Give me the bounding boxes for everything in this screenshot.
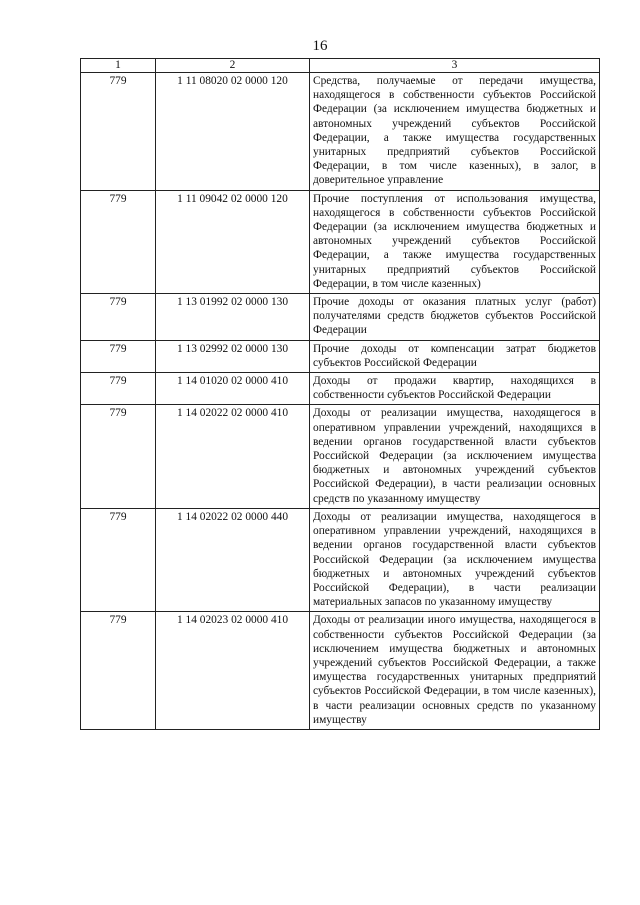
budget-code-cell: 1 14 02023 02 0000 410	[156, 612, 310, 730]
admin-code-cell: 779	[81, 508, 156, 611]
description-cell: Доходы от продажи квартир, находящихся в собственности субъектов Российской Федерации	[310, 373, 600, 405]
column-header-3: 3	[310, 59, 600, 73]
table-row	[81, 612, 600, 730]
budget-code-cell: 1 11 09042 02 0000 120	[156, 190, 310, 293]
budget-code-cell: 1 14 02022 02 0000 440	[156, 508, 310, 611]
column-header-2: 2	[156, 59, 310, 73]
description-cell: Доходы от реализации имущества, находящегося в оперативном управлении учреждений, находящихся в ведении органов государственной власти субъектов Российской Федерации (за исключением имущества бюджетных и автономных учреждений субъектов Российской Федерации), в части реализации материальных запасов по указанному имуществу	[310, 508, 600, 611]
admin-code-cell: 779	[81, 340, 156, 372]
table-row	[81, 340, 600, 372]
budget-code-cell: 1 11 08020 02 0000 120	[156, 73, 310, 191]
table-row	[81, 373, 600, 405]
table-row	[81, 73, 600, 191]
budget-code-cell: 1 14 02022 02 0000 410	[156, 405, 310, 508]
page-number: 16	[312, 38, 328, 54]
admin-code-cell: 779	[81, 405, 156, 508]
table-header-row	[81, 59, 600, 73]
description-cell: Прочие поступления от использования имущества, находящегося в собственности субъектов Российской Федерации (за исключением имущества бюджетных и автономных учреждений субъектов Российской Федерации, а также имущества государственных унитарных предприятий субъектов Российской Федерации, в том числе казенных)	[310, 190, 600, 293]
budget-code-cell: 1 14 01020 02 0000 410	[156, 373, 310, 405]
table-row	[81, 190, 600, 293]
budget-code-cell: 1 13 02992 02 0000 130	[156, 340, 310, 372]
budget-code-cell: 1 13 01992 02 0000 130	[156, 294, 310, 341]
admin-code-cell: 779	[81, 612, 156, 730]
admin-code-cell: 779	[81, 190, 156, 293]
description-cell: Прочие доходы от компенсации затрат бюджетов субъектов Российской Федерации	[310, 340, 600, 372]
admin-code-cell: 779	[81, 73, 156, 191]
column-header-1: 1	[81, 59, 156, 73]
table-row	[81, 294, 600, 341]
description-cell: Доходы от реализации иного имущества, находящегося в собственности субъектов Российской Федерации (за исключением имущества бюджетных и автономных учреждений субъектов Российской Федерации, а также имущества государственных унитарных предприятий субъектов Российской Федерации, в том числе казенных), в части реализации основных средств по указанному имуществу	[310, 612, 600, 730]
table-row	[81, 405, 600, 508]
description-cell: Средства, получаемые от передачи имущества, находящегося в собственности субъектов Российской Федерации (за исключением имущества бюджетных и автономных учреждений субъектов Российской Федерации, а также имущества государственных унитарных предприятий субъектов Российской Федерации, в том числе казенных), в залог, в доверительное управление	[310, 73, 600, 191]
revenue-classification-table	[80, 58, 600, 730]
description-cell: Доходы от реализации имущества, находящегося в оперативном управлении учреждений, находящихся в ведении органов государственной власти субъектов Российской Федерации (за исключением имущества бюджетных и автономных учреждений субъектов Российской Федерации), в части реализации основных средств по указанному имуществу	[310, 405, 600, 508]
description-cell: Прочие доходы от оказания платных услуг (работ) получателями средств бюджетов субъектов Российской Федерации	[310, 294, 600, 341]
admin-code-cell: 779	[81, 294, 156, 341]
table-row	[81, 508, 600, 611]
admin-code-cell: 779	[81, 373, 156, 405]
